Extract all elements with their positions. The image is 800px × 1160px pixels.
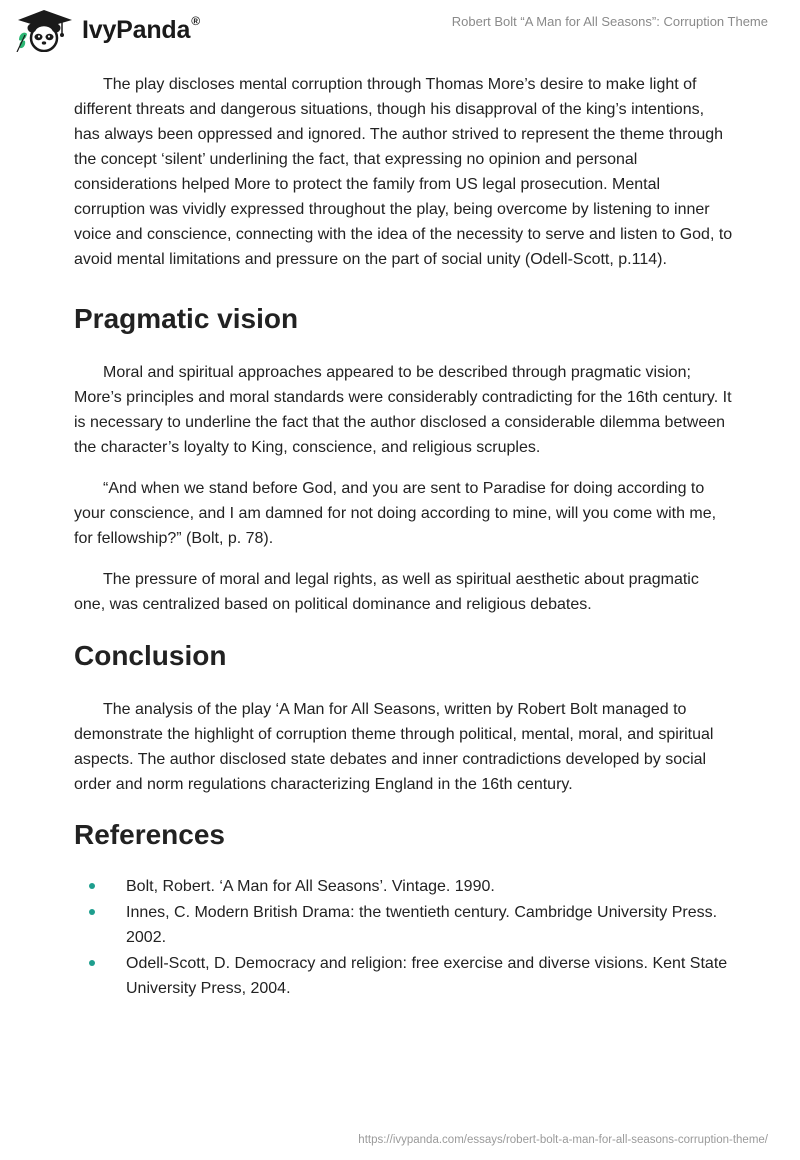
pragmatic-quote-paragraph: “And when we stand before God, and you are sent to Paradise for doing according to your conscience, and I am damned for not doing according to mine, will you come with me, for fellowship?” (Bolt, p. 78). (74, 480, 717, 547)
heading-references: References (74, 819, 225, 850)
bullet-dot-icon (89, 909, 95, 915)
conclusion-paragraph: The analysis of the play ‘A Man for All Seasons, written by Robert Bolt managed to demonstrate the highlight of corruption theme through political, mental, moral, and spiritual aspects. The author disclosed state debates and inner contradictions developed by social order and norm regulations characterizing England in the 16th century. (74, 701, 714, 793)
source-url[interactable]: https://ivypanda.com/essays/robert-bolt-a-man-for-all-seasons-corruption-theme/ (358, 1134, 768, 1146)
document-title: Robert Bolt “A Man for All Seasons”: Corruption Theme (451, 14, 768, 29)
intro-paragraph: The play discloses mental corruption through Thomas More’s desire to make light of different threats and dangerous situations, though his disapproval of the king’s intentions, has always been oppressed and ignored. The author strived to represent the theme through the concept ‘silent’ underlining the fact, that expressing no opinion and personal considerations helped More to protect the family from US legal prosecution. Mental corruption was vividly expressed throughout the play, being overcome by listening to inner voice and conscience, connecting with the idea of the necessity to serve and listen to God, to avoid mental limitations and pressure on the part of social unity (Odell-Scott, p.114). (74, 76, 733, 268)
bullet-dot-icon (89, 883, 95, 889)
essay-content (74, 72, 734, 1002)
bullet-dot-icon (89, 960, 95, 966)
panda-graduate-icon (14, 8, 76, 52)
page-header (0, 0, 800, 64)
reference-text: Bolt, Robert. ‘A Man for All Seasons’. Vintage. 1990. (126, 878, 495, 895)
reference-text: Odell-Scott, D. Democracy and religion: free exercise and diverse visions. Kent State University Press, 2004. (126, 955, 728, 997)
pragmatic-paragraph-3: The pressure of moral and legal rights, as well as spiritual aesthetic about pragmatic one, was centralized based on political dominance and religious debates. (74, 571, 699, 613)
brand-name: IvyPanda® (82, 13, 200, 44)
reference-item (74, 951, 734, 1001)
registered-mark: ® (191, 13, 200, 28)
reference-item (74, 900, 734, 950)
ivypanda-logo[interactable] (14, 8, 200, 52)
reference-text: Innes, C. Modern British Drama: the twentieth century. Cambridge University Press. 2002. (126, 904, 718, 946)
pragmatic-paragraph-1: Moral and spiritual approaches appeared to be described through pragmatic vision; More’s principles and moral standards were considerably contradicting for the 16th century. It is necessary to underline the fact that the author disclosed a considerable dilemma between the character’s loyalty to King, conscience, and religious scruples. (74, 364, 732, 456)
references-list (74, 874, 734, 1001)
reference-item (74, 874, 734, 899)
heading-conclusion: Conclusion (74, 640, 227, 671)
heading-pragmatic-vision: Pragmatic vision (74, 303, 299, 334)
